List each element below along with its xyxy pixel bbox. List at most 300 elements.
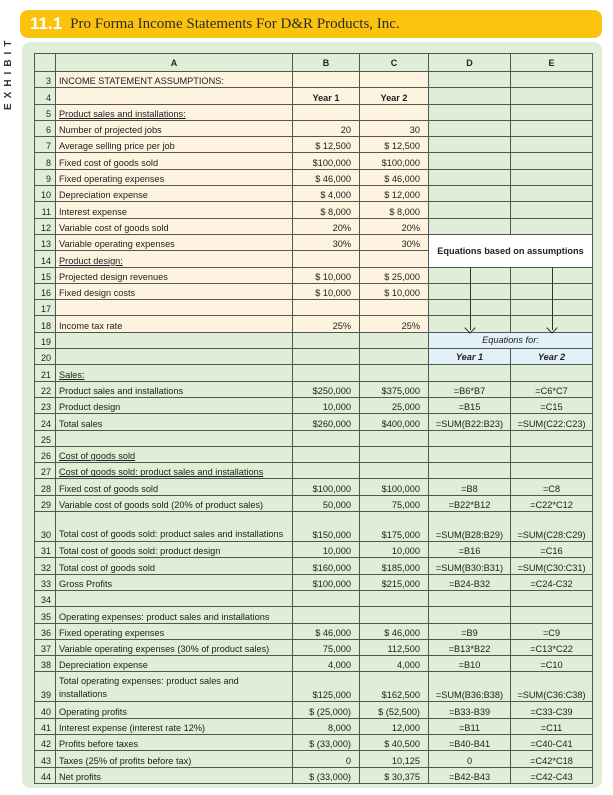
table-row — [35, 397, 593, 413]
cell-d[interactable]: =B40-B41 — [429, 734, 511, 750]
row-number[interactable]: 22 — [35, 381, 56, 397]
table-row — [35, 104, 593, 120]
table-row — [35, 558, 593, 574]
row-number[interactable]: 31 — [35, 542, 56, 558]
table-row — [35, 332, 593, 348]
table-row — [35, 672, 593, 702]
cell-c[interactable]: $175,000 — [360, 512, 429, 542]
cell-c[interactable] — [360, 365, 429, 381]
table-row — [35, 88, 593, 104]
column-header-row — [35, 54, 593, 72]
cell-a[interactable] — [56, 300, 293, 316]
cell-e[interactable]: =C13*C22 — [511, 639, 593, 655]
cell-d[interactable] — [429, 365, 511, 381]
row-number[interactable]: 20 — [35, 349, 56, 365]
cell-b[interactable] — [293, 251, 360, 267]
cell-b[interactable] — [293, 349, 360, 365]
table-row — [35, 463, 593, 479]
cell-b[interactable]: $ 4,000 — [293, 186, 360, 202]
cell-d[interactable] — [429, 169, 511, 185]
cell-c[interactable]: 20% — [360, 218, 429, 234]
table-row — [35, 495, 593, 511]
cell-c[interactable] — [360, 104, 429, 120]
cell-d[interactable]: =B24-B32 — [429, 574, 511, 590]
table-row — [35, 186, 593, 202]
corner-cell — [35, 54, 56, 72]
row-number[interactable]: 15 — [35, 267, 56, 283]
cell-c[interactable]: 25% — [360, 316, 429, 332]
cell-e[interactable] — [511, 607, 593, 623]
table-row — [35, 72, 593, 88]
cell-c[interactable]: $ 25,000 — [360, 267, 429, 283]
row-number[interactable]: 39 — [35, 672, 56, 702]
cell-e[interactable]: =C9 — [511, 623, 593, 639]
table-row — [35, 381, 593, 397]
cell-b[interactable]: 25% — [293, 316, 360, 332]
cell-a[interactable]: Variable cost of goods sold — [56, 218, 293, 234]
table-row — [35, 656, 593, 672]
cell-e[interactable]: =C15 — [511, 397, 593, 413]
table-row — [35, 153, 593, 169]
cell-d[interactable] — [429, 104, 511, 120]
cell-c[interactable]: $ (52,500) — [360, 702, 429, 718]
cell-b[interactable]: $ (33,000) — [293, 734, 360, 750]
cell-a[interactable]: Number of projected jobs — [56, 120, 293, 136]
cell-d[interactable]: =SUM(B28:B29) — [429, 512, 511, 542]
cell-e[interactable]: =C10 — [511, 656, 593, 672]
cell-e[interactable]: =SUM(C30:C31) — [511, 558, 593, 574]
cell-e[interactable]: =C42*C18 — [511, 751, 593, 767]
row-number[interactable]: 43 — [35, 751, 56, 767]
cell-d[interactable]: =SUM(B36:B38) — [429, 672, 511, 702]
table-row — [35, 430, 593, 446]
cell-d[interactable]: =B6*B7 — [429, 381, 511, 397]
row-number[interactable]: 34 — [35, 590, 56, 606]
cell-b[interactable]: 4,000 — [293, 656, 360, 672]
cell-a[interactable]: Operating expenses: product sales and installations — [56, 607, 293, 623]
cell-c[interactable]: $ 46,000 — [360, 623, 429, 639]
row-number[interactable]: 17 — [35, 300, 56, 316]
row-number[interactable]: 37 — [35, 639, 56, 655]
cell-c[interactable] — [360, 349, 429, 365]
row-number[interactable]: 21 — [35, 365, 56, 381]
cell-a[interactable]: Fixed cost of goods sold — [56, 153, 293, 169]
cell-a[interactable]: Profits before taxes — [56, 734, 293, 750]
table-row — [35, 767, 593, 783]
row-number[interactable]: 3 — [35, 72, 56, 88]
cell-a[interactable] — [56, 349, 293, 365]
table-row — [35, 590, 593, 606]
cell-a[interactable]: Depreciation expense — [56, 656, 293, 672]
cell-b[interactable]: $100,000 — [293, 153, 360, 169]
cell-e[interactable]: =C11 — [511, 718, 593, 734]
cell-b[interactable]: 50,000 — [293, 495, 360, 511]
cell-c[interactable]: $400,000 — [360, 414, 429, 430]
cell-a[interactable]: Product sales and installations — [56, 381, 293, 397]
cell-c[interactable]: 75,000 — [360, 495, 429, 511]
cell-c[interactable]: $ 8,000 — [360, 202, 429, 218]
cell-e[interactable] — [511, 463, 593, 479]
cell-b[interactable] — [293, 590, 360, 606]
spreadsheet-table — [34, 53, 593, 784]
cell-c[interactable] — [360, 332, 429, 348]
cell-e[interactable] — [511, 365, 593, 381]
cell-d[interactable]: =B13*B22 — [429, 639, 511, 655]
cell-d[interactable]: =B15 — [429, 397, 511, 413]
table-row — [35, 718, 593, 734]
cell-c[interactable]: $ 10,000 — [360, 283, 429, 299]
cell-c[interactable] — [360, 300, 429, 316]
cell-c[interactable]: $ 46,000 — [360, 169, 429, 185]
cell-c[interactable]: $100,000 — [360, 153, 429, 169]
table-row — [35, 607, 593, 623]
cell-c[interactable] — [360, 463, 429, 479]
cell-d[interactable] — [429, 72, 511, 88]
cell-d[interactable] — [429, 463, 511, 479]
exhibit-side-label: EXHIBIT — [3, 35, 14, 110]
row-number[interactable]: 25 — [35, 430, 56, 446]
cell-a[interactable]: Fixed operating expenses — [56, 169, 293, 185]
cell-d[interactable]: =B9 — [429, 623, 511, 639]
cell-d[interactable] — [429, 446, 511, 462]
cell-a[interactable]: Variable cost of goods sold (20% of product sales) — [56, 495, 293, 511]
cell-d[interactable] — [429, 88, 511, 104]
row-number[interactable]: 14 — [35, 251, 56, 267]
cell-d[interactable]: 0 — [429, 751, 511, 767]
cell-b[interactable] — [293, 607, 360, 623]
cell-a[interactable] — [56, 332, 293, 348]
cell-c[interactable]: $ 12,000 — [360, 186, 429, 202]
cell-e[interactable] — [511, 137, 593, 153]
table-row — [35, 120, 593, 136]
row-number[interactable]: 27 — [35, 463, 56, 479]
cell-c[interactable]: 30% — [360, 234, 429, 250]
cell-a[interactable]: Total cost of goods sold — [56, 558, 293, 574]
cell-b[interactable]: $125,000 — [293, 672, 360, 702]
cell-b[interactable] — [293, 72, 360, 88]
cell-c[interactable] — [360, 590, 429, 606]
table-row — [35, 349, 593, 365]
row-number[interactable]: 28 — [35, 479, 56, 495]
cell-b[interactable]: $ (33,000) — [293, 767, 360, 783]
cell-d[interactable]: =B22*B12 — [429, 495, 511, 511]
cell-e[interactable]: =C42-C43 — [511, 767, 593, 783]
row-number[interactable]: 36 — [35, 623, 56, 639]
section-heading: Product sales and installations: — [59, 108, 186, 119]
table-row — [35, 169, 593, 185]
column-header-c[interactable]: C — [360, 54, 429, 72]
cell-b[interactable]: 10,000 — [293, 542, 360, 558]
cell-e[interactable] — [511, 169, 593, 185]
cell-c[interactable]: $162,500 — [360, 672, 429, 702]
section-heading: Sales: — [59, 369, 85, 380]
cell-e[interactable] — [511, 88, 593, 104]
cell-a[interactable]: Depreciation expense — [56, 186, 293, 202]
row-number[interactable]: 11 — [35, 202, 56, 218]
cell-e[interactable] — [511, 72, 593, 88]
table-row — [35, 234, 593, 250]
table-row — [35, 542, 593, 558]
row-number[interactable]: 10 — [35, 186, 56, 202]
cell-d[interactable]: =B16 — [429, 542, 511, 558]
cell-e[interactable]: =SUM(C22:C23) — [511, 414, 593, 430]
cell-b[interactable] — [293, 332, 360, 348]
cell-d[interactable] — [429, 607, 511, 623]
cell-e[interactable] — [511, 120, 593, 136]
exhibit-title: Pro Forma Income Statements For D&R Products, Inc. — [70, 15, 400, 32]
cell-a[interactable]: Fixed cost of goods sold — [56, 479, 293, 495]
cell-c[interactable]: Year 2 — [360, 88, 429, 104]
row-number[interactable]: 8 — [35, 153, 56, 169]
cell-a[interactable] — [56, 446, 293, 462]
table-row — [35, 300, 593, 316]
cell-b[interactable]: Year 1 — [293, 88, 360, 104]
cell-d[interactable]: =B11 — [429, 718, 511, 734]
cell-e[interactable]: =C22*C12 — [511, 495, 593, 511]
cell-e[interactable]: =C24-C32 — [511, 574, 593, 590]
cell-a[interactable]: Fixed operating expenses — [56, 623, 293, 639]
cell-e[interactable] — [511, 186, 593, 202]
cell-c[interactable]: $ 12,500 — [360, 137, 429, 153]
cell-d[interactable] — [429, 590, 511, 606]
table-row — [35, 574, 593, 590]
cell-a[interactable]: Total cost of goods sold: product sales and installations — [56, 512, 293, 542]
table-row — [35, 751, 593, 767]
cell-a[interactable] — [56, 104, 293, 120]
cell-a[interactable]: Income tax rate — [56, 316, 293, 332]
equations-for-label: Equations for: — [429, 332, 593, 348]
table-row — [35, 202, 593, 218]
table-row — [35, 283, 593, 299]
cell-b[interactable] — [293, 104, 360, 120]
row-number[interactable]: 44 — [35, 767, 56, 783]
cell-d[interactable] — [429, 120, 511, 136]
cell-e[interactable]: =C16 — [511, 542, 593, 558]
cell-d[interactable]: =SUM(B22:B23) — [429, 414, 511, 430]
row-number[interactable]: 33 — [35, 574, 56, 590]
row-number[interactable]: 26 — [35, 446, 56, 462]
cell-a[interactable]: INCOME STATEMENT ASSUMPTIONS: — [56, 72, 293, 88]
row-number[interactable]: 5 — [35, 104, 56, 120]
cell-b[interactable]: $ (25,000) — [293, 702, 360, 718]
section-heading: Product design: — [59, 255, 123, 266]
cell-e[interactable]: =C6*C7 — [511, 381, 593, 397]
cell-b[interactable] — [293, 463, 360, 479]
cell-c[interactable]: 25,000 — [360, 397, 429, 413]
table-row — [35, 734, 593, 750]
cell-c[interactable]: 12,000 — [360, 718, 429, 734]
equations-year2-header: Year 2 — [511, 349, 593, 365]
cell-b[interactable]: $250,000 — [293, 381, 360, 397]
cell-d[interactable] — [429, 430, 511, 446]
row-number[interactable]: 4 — [35, 88, 56, 104]
cell-e[interactable]: =C40-C41 — [511, 734, 593, 750]
cell-e[interactable] — [511, 430, 593, 446]
cell-b[interactable]: $ 12,500 — [293, 137, 360, 153]
row-number[interactable]: 24 — [35, 414, 56, 430]
cell-c[interactable] — [360, 251, 429, 267]
cell-a[interactable] — [56, 88, 293, 104]
cell-d[interactable]: =B42-B43 — [429, 767, 511, 783]
cell-b[interactable] — [293, 430, 360, 446]
cell-e[interactable]: =SUM(C36:C38) — [511, 672, 593, 702]
cell-e[interactable]: =SUM(C28:C29) — [511, 512, 593, 542]
cell-c[interactable]: $100,000 — [360, 479, 429, 495]
cell-c[interactable] — [360, 430, 429, 446]
cell-a[interactable]: Total sales — [56, 414, 293, 430]
cell-d[interactable]: =B8 — [429, 479, 511, 495]
equations-year1-header: Year 1 — [429, 349, 511, 365]
exhibit-title-bar — [20, 10, 602, 38]
cell-b[interactable]: $ 46,000 — [293, 169, 360, 185]
cell-d[interactable] — [429, 153, 511, 169]
cell-e[interactable] — [511, 590, 593, 606]
table-row — [35, 479, 593, 495]
cell-b[interactable]: 10,000 — [293, 397, 360, 413]
cell-d[interactable] — [429, 202, 511, 218]
cell-a[interactable] — [56, 251, 293, 267]
cell-b[interactable]: $100,000 — [293, 574, 360, 590]
cell-d[interactable] — [429, 186, 511, 202]
table-row — [35, 414, 593, 430]
cell-c[interactable]: $ 40,500 — [360, 734, 429, 750]
cell-a[interactable]: Variable operating expenses (30% of product sales) — [56, 639, 293, 655]
cell-c[interactable]: $215,000 — [360, 574, 429, 590]
row-number[interactable]: 29 — [35, 495, 56, 511]
table-row — [35, 639, 593, 655]
cell-e[interactable]: =C8 — [511, 479, 593, 495]
row-number[interactable]: 23 — [35, 397, 56, 413]
cell-d[interactable]: =SUM(B30:B31) — [429, 558, 511, 574]
cell-b[interactable] — [293, 365, 360, 381]
cell-a[interactable]: Fixed design costs — [56, 283, 293, 299]
cell-c[interactable]: 10,000 — [360, 542, 429, 558]
cell-c[interactable] — [360, 607, 429, 623]
table-row — [35, 702, 593, 718]
cell-b[interactable]: 75,000 — [293, 639, 360, 655]
cell-a[interactable]: Interest expense (interest rate 12%) — [56, 718, 293, 734]
column-header-e[interactable]: E — [511, 54, 593, 72]
cell-c[interactable] — [360, 72, 429, 88]
cell-a[interactable]: Operating profits — [56, 702, 293, 718]
cell-a[interactable]: Total cost of goods sold: product design — [56, 542, 293, 558]
cell-b[interactable] — [293, 300, 360, 316]
cell-b[interactable]: $ 46,000 — [293, 623, 360, 639]
table-row — [35, 267, 593, 283]
cell-d[interactable] — [429, 137, 511, 153]
cell-b[interactable] — [293, 446, 360, 462]
row-number[interactable]: 32 — [35, 558, 56, 574]
cell-a[interactable]: Interest expense — [56, 202, 293, 218]
cell-a[interactable] — [56, 365, 293, 381]
exhibit-number: 11.1 — [30, 14, 63, 33]
cell-d[interactable]: =B10 — [429, 656, 511, 672]
cell-e[interactable] — [511, 153, 593, 169]
cell-b[interactable]: $ 10,000 — [293, 267, 360, 283]
cell-b[interactable]: $150,000 — [293, 512, 360, 542]
row-number[interactable]: 42 — [35, 734, 56, 750]
cell-c[interactable]: $ 30,375 — [360, 767, 429, 783]
table-row — [35, 218, 593, 234]
table-row — [35, 446, 593, 462]
cell-b[interactable]: $ 8,000 — [293, 202, 360, 218]
table-row — [35, 137, 593, 153]
section-heading: Cost of goods sold — [59, 451, 136, 462]
row-number[interactable]: 12 — [35, 218, 56, 234]
cell-c[interactable]: 4,000 — [360, 656, 429, 672]
down-arrow-line — [552, 267, 553, 330]
cell-a[interactable] — [56, 463, 293, 479]
cell-b[interactable]: $100,000 — [293, 479, 360, 495]
cell-e[interactable] — [511, 218, 593, 234]
cell-a[interactable]: Product design — [56, 397, 293, 413]
cell-d[interactable] — [429, 218, 511, 234]
cell-c[interactable]: $185,000 — [360, 558, 429, 574]
row-number[interactable]: 6 — [35, 120, 56, 136]
cell-b[interactable]: 30% — [293, 234, 360, 250]
table-row — [35, 316, 593, 332]
equations-based-on-assumptions-label: Equations based on assumptions — [429, 234, 593, 267]
cell-b[interactable]: $ 10,000 — [293, 283, 360, 299]
cell-a[interactable]: Projected design revenues — [56, 267, 293, 283]
row-number[interactable]: 19 — [35, 332, 56, 348]
cell-b[interactable]: $260,000 — [293, 414, 360, 430]
row-number[interactable]: 38 — [35, 656, 56, 672]
cell-a[interactable]: Total operating expenses: product sales and installations — [56, 672, 293, 702]
cell-e[interactable] — [511, 104, 593, 120]
row-number[interactable]: 41 — [35, 718, 56, 734]
down-arrow-line — [470, 267, 471, 330]
table-row — [35, 365, 593, 381]
table-row — [35, 623, 593, 639]
cell-a[interactable] — [56, 430, 293, 446]
cell-e[interactable]: =C33-C39 — [511, 702, 593, 718]
row-number[interactable]: 30 — [35, 512, 56, 542]
cell-b[interactable]: 0 — [293, 751, 360, 767]
column-header-b[interactable]: B — [293, 54, 360, 72]
cell-d[interactable]: =B33-B39 — [429, 702, 511, 718]
table-row — [35, 512, 593, 542]
row-number[interactable]: 9 — [35, 169, 56, 185]
row-number[interactable]: 18 — [35, 316, 56, 332]
row-number[interactable]: 7 — [35, 137, 56, 153]
cell-c[interactable]: $375,000 — [360, 381, 429, 397]
cell-a[interactable]: Variable operating expenses — [56, 234, 293, 250]
cell-a[interactable]: Average selling price per job — [56, 137, 293, 153]
row-number[interactable]: 35 — [35, 607, 56, 623]
cell-b[interactable]: 8,000 — [293, 718, 360, 734]
cell-c[interactable]: 10,125 — [360, 751, 429, 767]
column-header-d[interactable]: D — [429, 54, 511, 72]
cell-b[interactable]: 20 — [293, 120, 360, 136]
cell-a[interactable]: Net profits — [56, 767, 293, 783]
cell-b[interactable]: 20% — [293, 218, 360, 234]
cell-a[interactable]: Gross Profits — [56, 574, 293, 590]
cell-b[interactable]: $160,000 — [293, 558, 360, 574]
cell-c[interactable]: 112,500 — [360, 639, 429, 655]
cell-a[interactable] — [56, 590, 293, 606]
section-heading: Cost of goods sold: product sales and installations — [59, 467, 264, 478]
cell-c[interactable] — [360, 446, 429, 462]
row-number[interactable]: 40 — [35, 702, 56, 718]
row-number[interactable]: 13 — [35, 234, 56, 250]
cell-e[interactable] — [511, 446, 593, 462]
cell-a[interactable]: Taxes (25% of profits before tax) — [56, 751, 293, 767]
column-header-a[interactable]: A — [56, 54, 293, 72]
row-number[interactable]: 16 — [35, 283, 56, 299]
cell-e[interactable] — [511, 202, 593, 218]
cell-c[interactable]: 30 — [360, 120, 429, 136]
